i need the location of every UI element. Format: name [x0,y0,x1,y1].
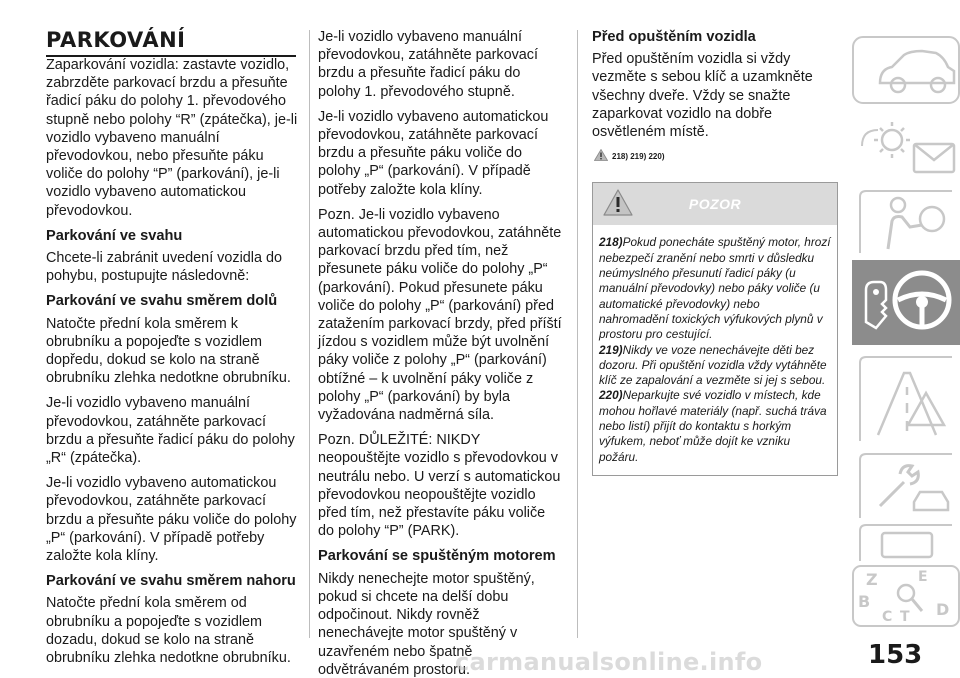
downhill-paragraph-3: Je-li vozidlo vybaveno automatickou převodovkou, zatáhněte parkovací brzdu a přesuňte páku voliče do polohy „P“ (parkování). V případě potřeby založte kola klíny. [46,475,297,565]
key-steering-wheel-icon[interactable] [852,260,960,345]
page-number: 153 [868,640,923,670]
chapter-tab-strip [852,35,960,627]
column-divider [577,30,578,638]
heading-downhill: Parkování ve svahu směrem dolů [46,293,278,310]
warning-item [599,235,831,342]
heading-uphill: Parkování ve svahu směrem nahoru [46,573,296,590]
airbag-person-icon[interactable] [852,185,960,255]
manual-gearbox-paragraph: Je-li vozidlo vybaveno manuální převodovkou, zatáhněte parkovací brzdu a přesuňte řadicí páku do polohy 1. převodového stupně. [318,29,538,100]
downhill-paragraph-1: Natočte přední kola směrem k obrubníku a popojeďte s vozidlem dopředu, dokud se kolo na straně obrubníku zlehka nedotkne obrubníku. [46,315,291,387]
watermark-text: carmanualsonline.info [455,648,763,676]
warning-header [593,183,837,225]
road-warning-icon[interactable] [852,353,960,443]
warning-triangle-icon [603,189,633,221]
warning-item-text: Pokud ponecháte spuštěný motor, hrozí nebezpečí zranění nebo smrti v důsledku neúmyslného přesunutí řadicí páky (u manuální převodovky) nebo páky voliče (u automatické převodovky) nebo nahromadění toxických výfukových plynů v prostoru pro cestující. [599,235,831,342]
heading-slope: Parkování ve svahu [46,227,183,244]
warning-item-text: Nikdy ve voze nenechávejte děti bez dozoru. Při opuštění vozidla vždy vytáhněte klíč ze zapalování a vezměte si jej s sebou. [599,342,827,388]
wrench-car-icon[interactable] [852,450,960,520]
warning-item-number: 218) [599,235,623,250]
slope-paragraph: Chcete-li zabránit uvedení vozidla do pohybu, postupujte následovně: [46,250,282,285]
warning-item [599,343,831,389]
note-paragraph: Pozn. Je-li vozidlo vybaveno automatickou převodovkou, zatáhněte parkovací brzdu před tím, než přesunete páku voliče do polohy „P“ (parkování). Pokud přesunete páku voliče do polohy „P“ (parkování) před zatažením parkovací brzdy, před příští jízdou s vozidlem může být uvolnění páky voliče z polohy „P“ (parkování) obtížné – k uvolnění páky voliče z polohy „P“ (parkování) by byla vyžadována nadměrná síla. [318,206,562,424]
warning-item-text: Neparkujte své vozidlo v místech, kde mohou hořlavé materiály (např. suchá tráva nebo listí) přijít do kontaktu s horkým výfukem, neboť může dojít ke vzniku požáru. [599,388,827,464]
index-letter: T [900,609,910,625]
column-middle [318,28,563,678]
column-right [592,28,839,476]
index-letter: E [918,569,928,585]
alphabet-index-icon[interactable] [852,565,960,627]
heading-engine-running: Parkování se spuštěným motorem [318,548,556,565]
downhill-paragraph-2: Je-li vozidlo vybaveno manuální převodovkou, zatáhněte parkovací brzdu a přesuňte řadicí páku do polohy „R“ (zpátečka). [46,395,295,467]
index-letter: Z [866,570,878,589]
page-title: PARKOVÁNÍ [46,28,296,57]
engine-running-paragraph: Nikdy nenechejte motor spuštěný, pokud si chcete na delší dobu odpočinout. Nikdy rovněž nenechávejte motor spuštěný v uzavřeném nebo špatně odvětrávaném prostoru. [318,570,535,678]
index-letter: B [858,592,871,611]
automatic-gearbox-paragraph: Je-li vozidlo vybaveno automatickou převodovkou, zatáhněte parkovací brzdu a přesuňte páku voliče do polohy „P“ (parkování). V případě potřeby založte kola klíny. [318,108,549,198]
index-letter: C [882,609,893,625]
index-letter: D [936,600,950,619]
warning-reference [594,148,839,166]
warning-item [599,388,831,464]
warning-body [593,225,837,474]
car-icon[interactable] [852,35,960,105]
warning-title: POZOR [688,196,742,213]
column-divider [309,30,310,638]
warning-item-number: 219) [599,342,623,357]
intro-paragraph: Zaparkování vozidla: zastavte vozidlo, zabrzděte parkovací brzdu a přesuňte řadicí páku do polohy 1. převodového stupně nebo polohy “R” (zpátečka), je-li vozidlo vybaveno manuální převodovkou, nebo přesuňte páku voliče do polohy “P” (parkování), je-li vozidlo vybaveno automatickou převodovkou. [46,57,298,219]
leaving-vehicle-paragraph: Před opuštěním vozidla si vždy vezměte s sebou klíč a uzamkněte všechny dveře. Vždy se snažte zaparkovat vozidlo na dobře osvětleném místě. [592,51,813,141]
warning-reference-numbers: 218) 219) 220) [612,152,665,162]
heading-leaving-vehicle: Před opuštěním vozidla [592,29,756,45]
specs-icon[interactable] [852,523,960,563]
warning-triangle-icon [594,148,608,166]
important-note-paragraph: Pozn. DŮLEŽITÉ: NIKDY neopouštějte vozidlo s převodovkou v neutrálu nebo. U verzí s automatickou převodovkou neopouštějte vozidlo před tím, než přestavíte páku voliče do polohy “P” (PARK). [318,432,561,540]
uphill-paragraph-1: Natočte přední kola směrem od obrubníku a popojeďte s vozidlem dozadu, dokud se kolo na straně obrubníku zlehka nedotkne obrubníku. [46,595,291,667]
dashboard-lights-icon[interactable] [852,110,960,182]
warning-item-number: 220) [599,388,623,403]
warning-box [592,182,838,475]
column-left [46,56,304,674]
